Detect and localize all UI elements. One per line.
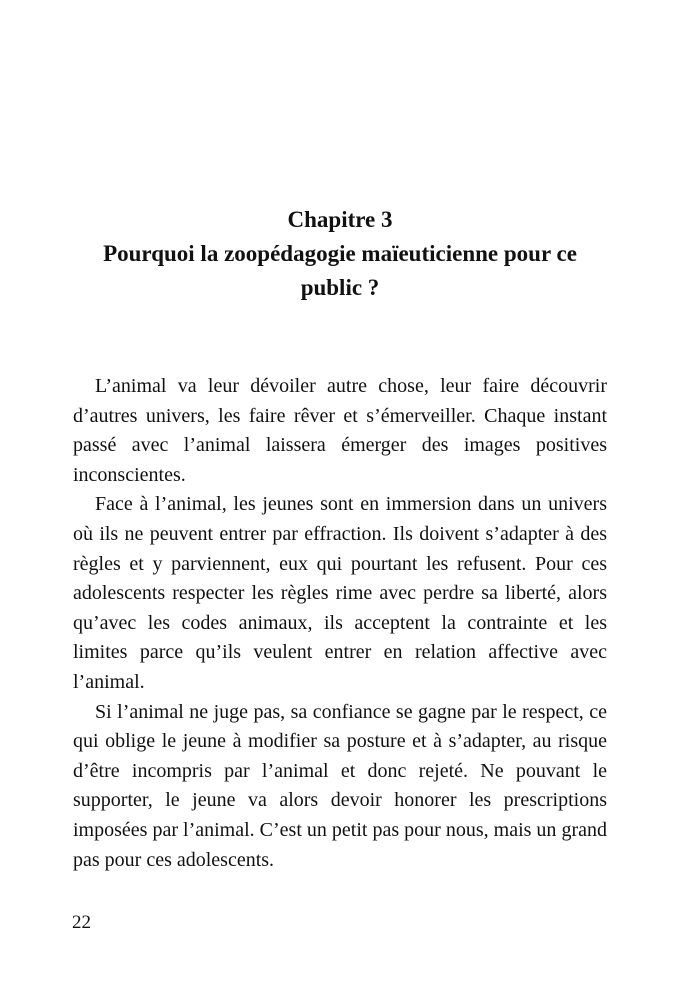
page-number: 22: [72, 912, 91, 933]
paragraph: Si l’animal ne juge pas, sa confiance se gagne par le respect, ce qui oblige le jeune à modifier sa posture et à s’adapter, au risque d’être incompris par l’animal et donc rejeté. Ne pouvant le supporter, le jeune va alors devoir honorer les prescriptions imposées par l’animal. C’est un petit pas pour nous, mais un grand pas pour ces adolescents.: [73, 700, 607, 871]
chapter-title: Pourquoi la zoopédagogie maïeuticienne pour ce public ?: [103, 241, 577, 300]
body-text: [73, 372, 607, 875]
paragraph: Face à l’animal, les jeunes sont en immersion dans un univers où ils ne peuvent entrer par effraction. Ils doivent s’adapter à des règles et y parviennent, eux qui pourtant les refusent. Pour ces adolescents respecter les règles rime avec perdre sa liberté, alors qu’avec les codes animaux, ils acceptent la contrainte et les limites parce qu’ils veulent entrer en relation affective avec l’animal.: [73, 493, 607, 693]
chapter-heading: [72, 203, 608, 305]
paragraph: L’animal va leur dévoiler autre chose, leur faire découvrir d’autres univers, les faire rêver et s’émerveiller. Chaque instant passé avec l’animal laissera émerger des images positives inconscientes.: [73, 375, 607, 486]
chapter-number: Chapitre 3: [287, 207, 393, 232]
